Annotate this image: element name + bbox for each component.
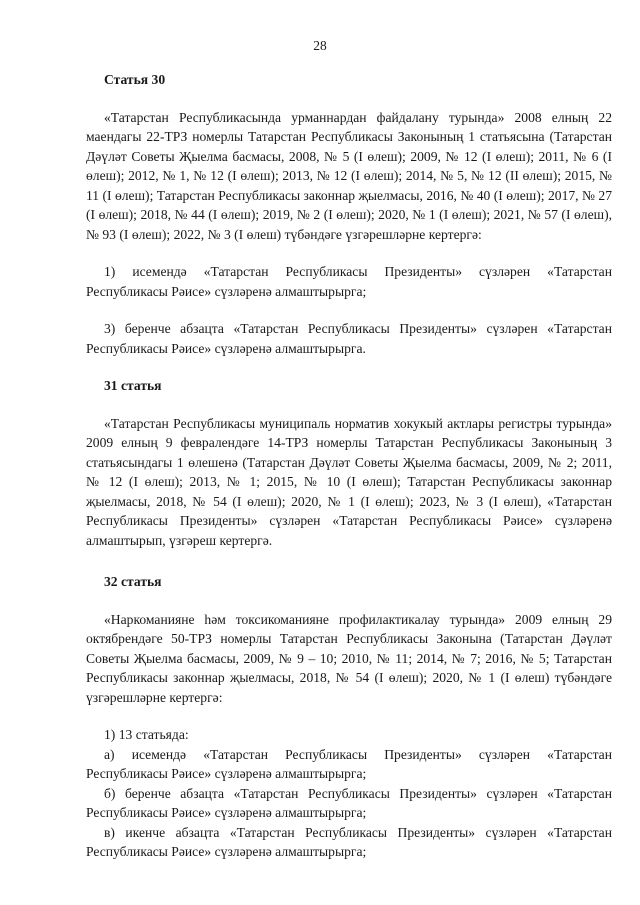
article-32-subitem-v: в) икенче абзацта «Татарстан Республикасы Президенты» сүзләрен «Татарстан Республикасы Рәисе» сүзләренә алмаштырырга; [86,824,612,859]
article-heading-31: 31 статья [104,378,162,393]
page-number: 28 [313,38,327,53]
article-30-paragraph-intro: «Татарстан Республикасында урманнардан файдалану турында» 2008 елның 22 маендагы 22-ТРЗ номерлы Татарстан Республикасы Законының 1 статьясына (Татарстан Дәүләт Советы Җыелма басмасы, 2008, № 5 (I өлеш); 2009, № 12 (I өлеш); 2011, № 6 (I өлеш); 2012, № 1, № 12 (I өлеш); 2013, № 12 (I өлеш); 2014, № 5, № 12 (II өлеш); 2015, № 11 (I өлеш); Татарстан Республикасы законнар җыелмасы, 2016, № 40 (I өлеш); 2017, № 27 (I өлеш); 2018, № 44 (I өлеш); 2019, № 2 (I өлеш); 2020, № 1 (I өлеш); 2021, № 57 (I өлеш), № 93 (I өлеш); 2022, № 3 (I өлеш) түбәндәге үзгәрешләрне кертергә: [86,109,612,242]
article-30-item-3: 3) беренче абзацта «Татарстан Республикасы Президенты» сүзләрен «Татарстан Республикасы Рәисе» сүзләренә алмаштырырга. [86,321,612,356]
article-31-paragraph: «Татарстан Республикасы муниципаль норматив хокукый актлары регистры турында» 2009 елның 9 февралендәге 14-ТРЗ номерлы Татарстан Республикасы Законының 3 статьясындагы 1 өлешенә (Татарстан Дәүләт Советы Җыелма басмасы, 2009, № 2; 2011, № 12 (I өлеш); 2013, № 1; 2015, № 10 (I өлеш); Татарстан Республикасы законнар җыелмасы, 2018, № 54 (I өлеш); 2020, № 1 (I өлеш); 2023, № 3 (I өлеш), «Татарстан Республикасы Президенты» сүзләрен «Татарстан Республикасы Рәисе» сүзләренә алмаштырып, үзгәреш кертергә. [86,415,612,548]
article-32-subitem-b: б) беренче абзацта «Татарстан Республикасы Президенты» сүзләрен «Татарстан Республикасы Рәисе» сүзләренә алмаштырырга; [86,785,612,820]
article-32-paragraph-intro: «Наркоманияне һәм токсикоманияне профилактикалау турында» 2009 елның 29 октябрендәге 50-ТРЗ номерлы Татарстан Республикасы Законына (Татарстан Дәүләт Советы Җыелма басмасы, 2009, № 9 – 10; 2010, № 11; 2014, № 7; 2016, № 5; Татарстан Республикасы законнар җыелмасы, 2018, № 54 (I өлеш); 2020, № 1 (I өлеш) түбәндәге үзгәрешләрне кертергә: [86,611,612,705]
document-body [86,70,612,862]
article-32-subitem-a: а) исемендә «Татарстан Республикасы Президенты» сүзләрен «Татарстан Республикасы Рәисе» сүзләренә алмаштырырга; [86,746,612,781]
article-32-item-1: 1) 13 статьяда: [104,727,189,742]
article-heading-32: 32 статья [104,574,162,589]
article-heading-30: Статья 30 [104,72,166,87]
article-30-item-1: 1) исемендә «Татарстан Республикасы Президенты» сүзләрен «Татарстан Республикасы Рәисе» сүзләренә алмаштырырга; [86,264,612,299]
